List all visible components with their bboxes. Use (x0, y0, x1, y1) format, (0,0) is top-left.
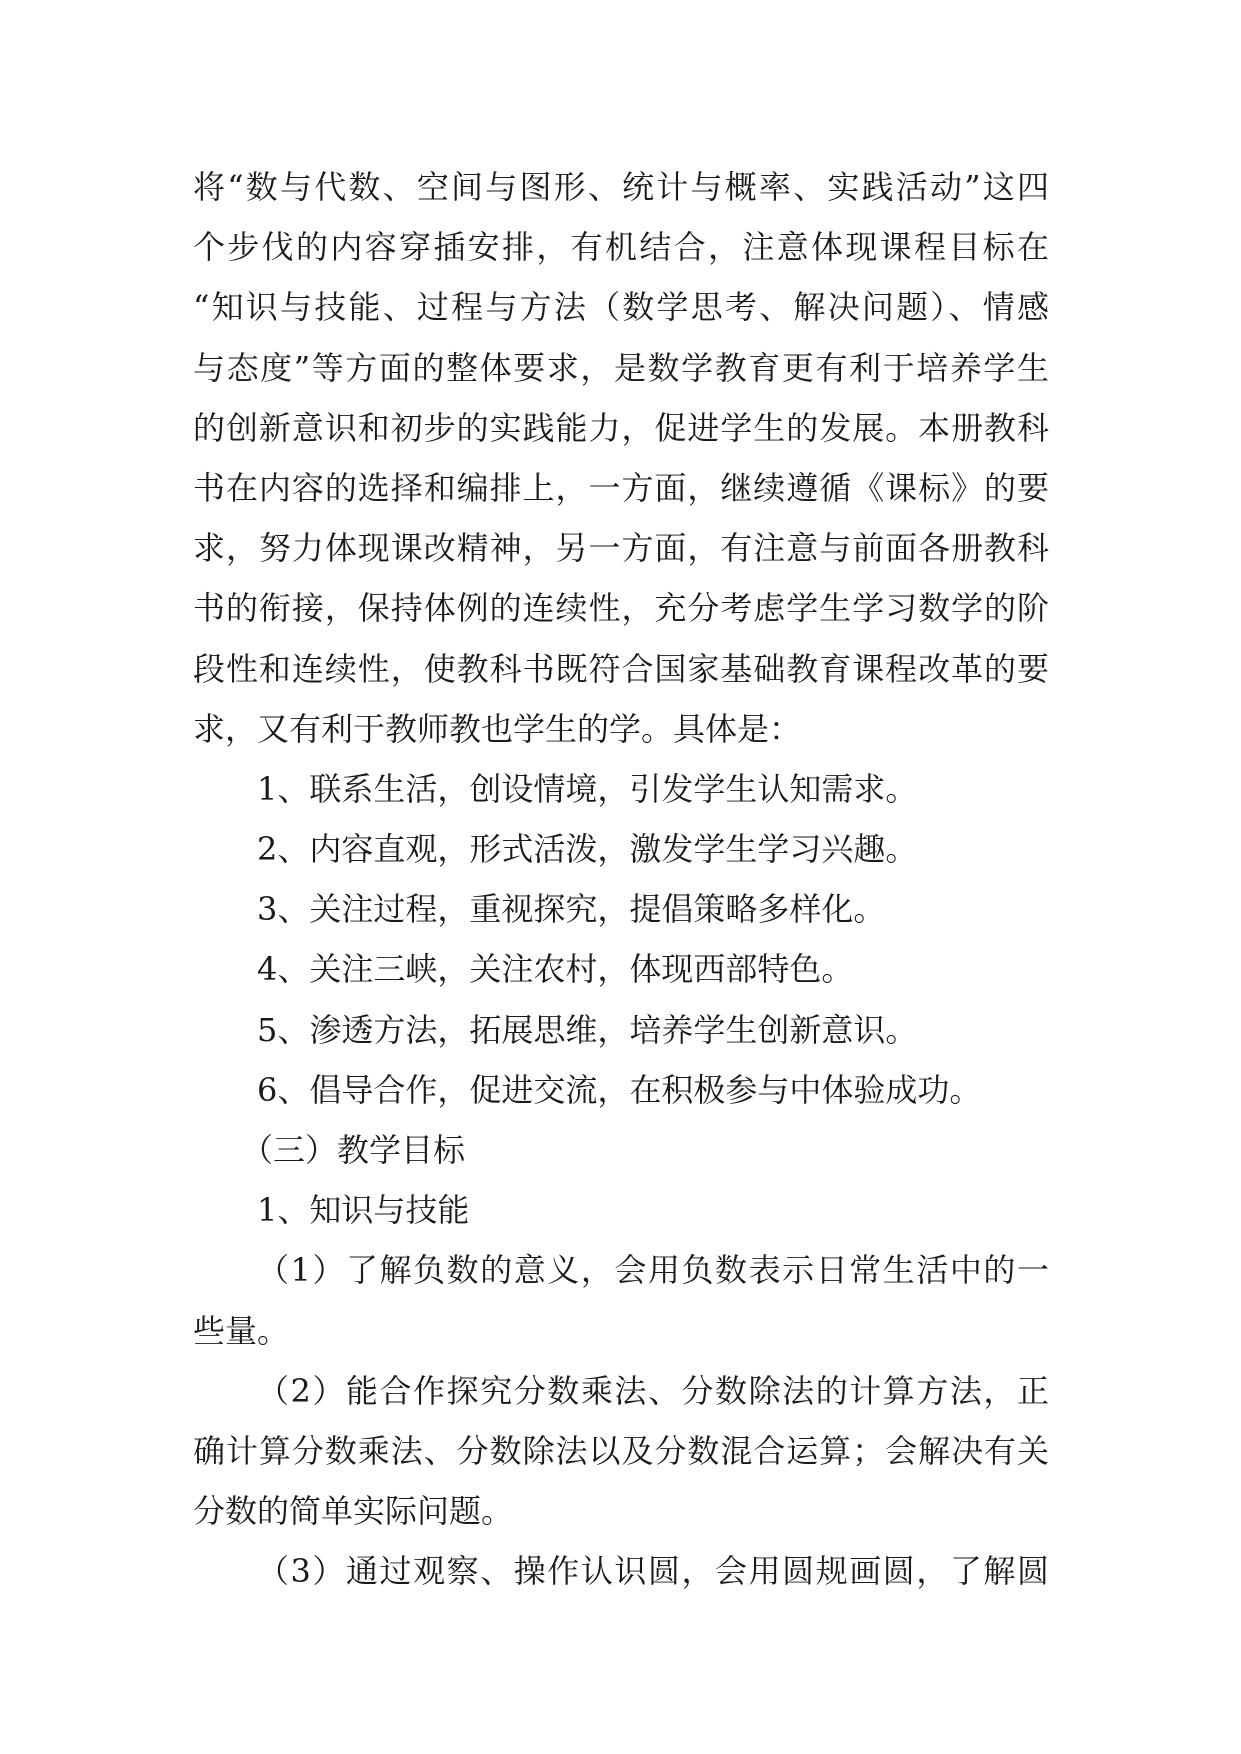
text-line: 求，又有利于教师教也学生的学。具体是： (193, 709, 802, 748)
text-line: （1）了解负数的意义，会用负数表示日常生活中的一 (257, 1251, 1049, 1290)
text-line: 将“数与代数、空间与图形、统计与概率、实践活动”这四 (193, 168, 1049, 206)
list-item: 4、关注三峡，关注农村，体现西部特色。 (257, 950, 854, 989)
document-body (193, 157, 1049, 1602)
text-line: 确计算分数乘法、分数除法以及分数混合运算；会解决有关 (193, 1431, 1049, 1470)
text-line: （2）能合作探究分数乘法、分数除法的计算方法，正 (257, 1371, 1049, 1410)
list-item: 5、渗透方法，拓展思维，培养学生创新意识。 (257, 1010, 918, 1049)
objective-item-2 (193, 1361, 1049, 1542)
list-item: 3、关注过程，重视探究，提倡策略多样化。 (257, 890, 886, 929)
text-line: 分数的简单实际问题。 (193, 1492, 514, 1531)
list-item: 6、倡导合作，促进交流，在积极参与中体验成功。 (257, 1070, 982, 1109)
list-item: 2、内容直观，形式活泼，激发学生学习兴趣。 (257, 830, 918, 869)
subheading: 1、知识与技能 (257, 1191, 470, 1230)
objective-item-1 (193, 1240, 1049, 1360)
text-line: 书在内容的选择和编排上，一方面，继续遵循《课标》的要 (193, 468, 1049, 507)
text-line: 求，努力体现课改精神，另一方面，有注意与前面各册教科 (193, 529, 1049, 568)
text-line: 些量。 (193, 1311, 290, 1350)
text-line: （3）通过观察、操作认识圆，会用圆规画圆，了解圆 (257, 1552, 1049, 1591)
text-line: 书的衔接，保持体例的连续性，充分考虑学生学习数学的阶 (193, 589, 1049, 628)
objective-item-3 (193, 1541, 1049, 1601)
intro-paragraph (193, 157, 1049, 759)
text-line: 段性和连续性，使教科书既符合国家基础教育课程改革的要 (193, 649, 1049, 688)
feature-list (193, 759, 1049, 1120)
text-line: “知识与技能、过程与方法（数学思考、解决问题）、情感 (193, 288, 1049, 327)
section-heading: （三）教学目标 (241, 1131, 466, 1169)
text-line: 个步伐的内容穿插安排，有机结合，注意体现课程目标在 (193, 228, 1049, 267)
text-line: 与态度”等方面的整体要求，是数学教育更有利于培养学生 (193, 348, 1049, 387)
list-item: 1、联系生活，创设情境，引发学生认知需求。 (257, 769, 918, 808)
text-line: 的创新意识和初步的实践能力，促进学生的发展。本册教科 (193, 408, 1049, 447)
